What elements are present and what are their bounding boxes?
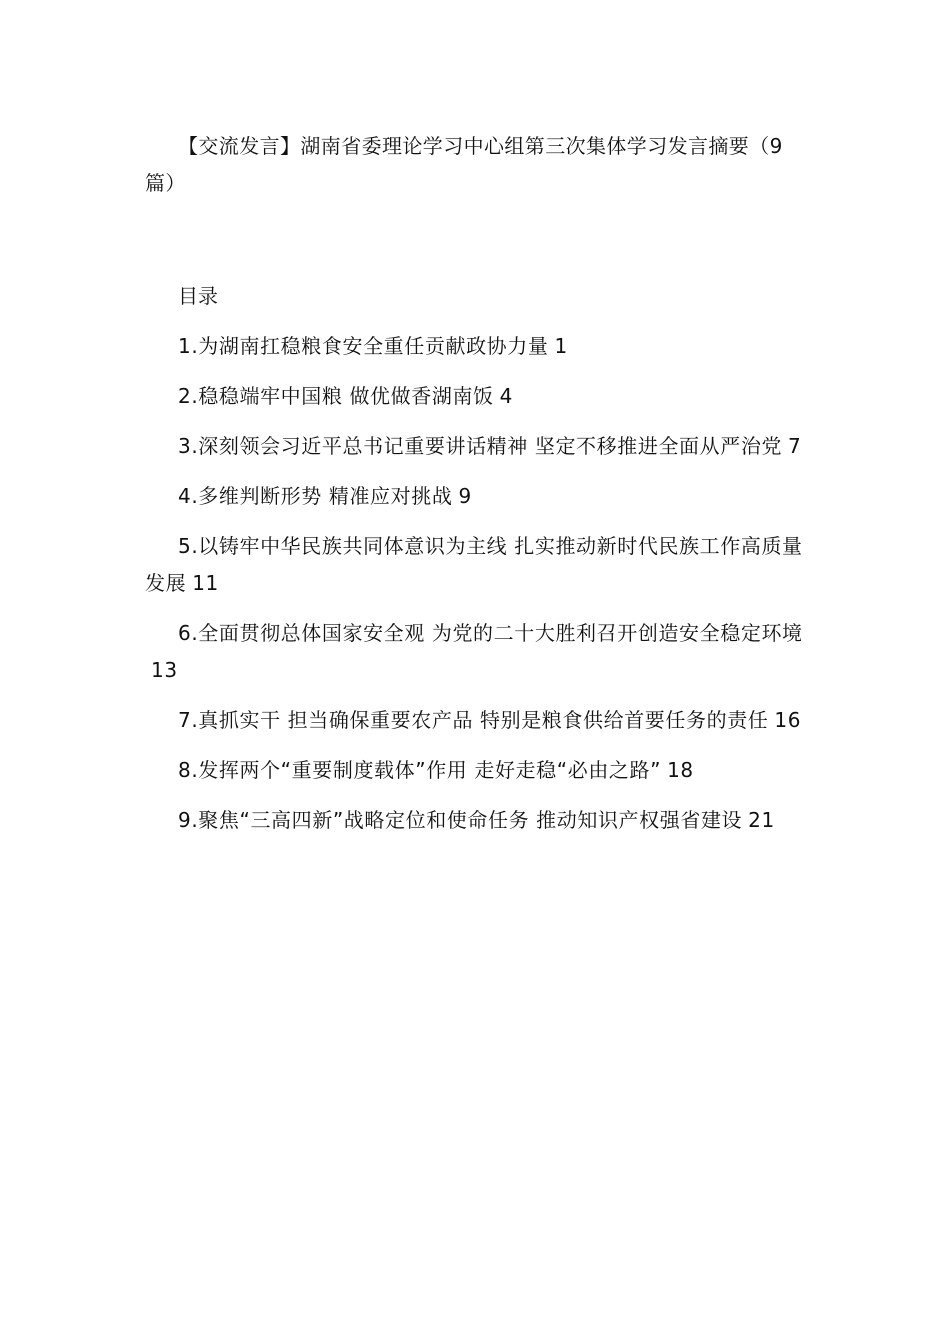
toc-item-title: 8.发挥两个“重要制度载体”作用 走好走稳“必由之路” — [178, 758, 662, 782]
toc-item-7[interactable] — [145, 702, 807, 739]
toc-item-page: 9 — [458, 484, 472, 508]
toc-heading: 目录 — [178, 284, 218, 308]
toc-item-title: 4.多维判断形势 精准应对挑战 — [178, 484, 453, 508]
toc-item-6[interactable] — [145, 615, 807, 689]
document-content — [145, 128, 807, 852]
toc-item-page: 11 — [192, 571, 219, 595]
toc-item-page: 4 — [499, 384, 513, 408]
toc-item-title: 5.以铸牢中华民族共同体意识为主线 扎实推动新时代民族工作高质量发展 — [145, 534, 803, 595]
toc-item-page: 7 — [788, 434, 802, 458]
toc-item-page: 16 — [774, 708, 802, 732]
toc-item-page: 1 — [554, 334, 568, 358]
toc-item-8[interactable] — [145, 752, 807, 789]
toc-item-title: 2.稳稳端牢中国粮 做优做香湖南饭 — [178, 384, 494, 408]
toc-item-5[interactable] — [145, 528, 807, 602]
toc-item-title: 7.真抓实干 担当确保重要农产品 特别是粮食供给首要任务的责任 — [178, 708, 769, 732]
toc-item-4[interactable] — [145, 478, 807, 515]
toc-item-3[interactable] — [145, 428, 807, 465]
toc-list — [145, 328, 807, 839]
toc-item-title: 6.全面贯彻总体国家安全观 为党的二十大胜利召开创造安全稳定环境 — [178, 621, 803, 645]
toc-item-page: 18 — [667, 758, 694, 782]
document-title: 【交流发言】湖南省委理论学习中心组第三次集体学习发言摘要（9篇） — [145, 134, 783, 195]
toc-item-page: 13 — [151, 658, 178, 682]
toc-item-9[interactable] — [145, 802, 807, 839]
toc-item-page: 21 — [748, 808, 775, 832]
toc-item-2[interactable] — [145, 378, 807, 415]
toc-item-title: 9.聚焦“三高四新”战略定位和使命任务 推动知识产权强省建设 — [178, 808, 743, 832]
toc-item-title: 3.深刻领会习近平总书记重要讲话精神 坚定不移推进全面从严治党 — [178, 434, 783, 458]
toc-item-title: 1.为湖南扛稳粮食安全重任贡献政协力量 — [178, 334, 549, 358]
toc-item-1[interactable] — [145, 328, 807, 365]
